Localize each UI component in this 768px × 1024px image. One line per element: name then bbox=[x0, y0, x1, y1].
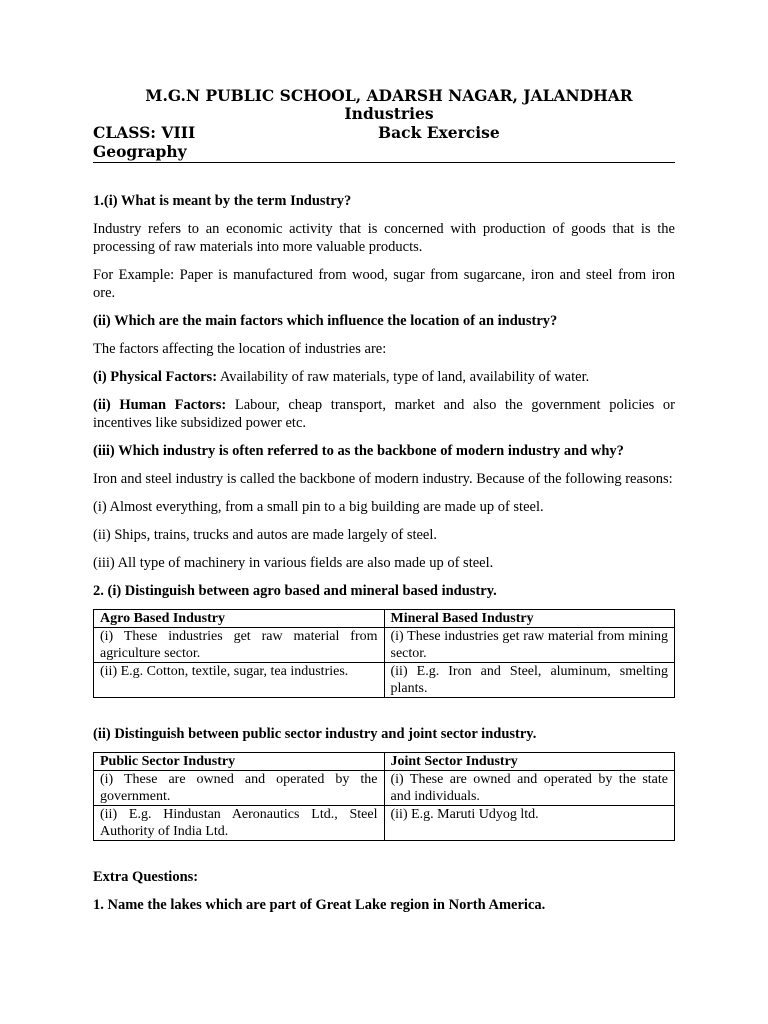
answer-1-i-example: For Example: Paper is manufactured from wood, sugar from sugarcane, iron and steel from iron ore. bbox=[93, 267, 675, 301]
table-header-row bbox=[94, 610, 675, 628]
question-1-ii: (ii) Which are the main factors which influence the location of an industry? bbox=[93, 313, 558, 329]
table-cell: (ii) E.g. Cotton, textile, sugar, tea industries. bbox=[94, 663, 385, 698]
table-row bbox=[94, 628, 675, 663]
table-cell: (i) These industries get raw material from agriculture sector. bbox=[94, 628, 385, 663]
human-factors bbox=[93, 396, 675, 432]
question-2-i: 2. (i) Distinguish between agro based and mineral based industry. bbox=[93, 583, 497, 599]
document-page bbox=[93, 86, 675, 914]
table-header-cell: Mineral Based Industry bbox=[384, 610, 675, 628]
human-factors-text: Labour, cheap transport, market and also the government policies or incentives like subsidized power etc. bbox=[93, 397, 675, 431]
extra-questions-title: Extra Questions: bbox=[93, 869, 199, 885]
answer-1-iii: Iron and steel industry is called the backbone of modern industry. Because of the following reasons: bbox=[93, 471, 673, 487]
answer-1-ii-intro: The factors affecting the location of industries are: bbox=[93, 341, 387, 357]
table-header-cell: Agro Based Industry bbox=[94, 610, 385, 628]
school-name: M.G.N PUBLIC SCHOOL, ADARSH NAGAR, JALANDHAR bbox=[145, 86, 633, 105]
agro-mineral-table bbox=[93, 609, 675, 698]
table-cell: (i) These are owned and operated by the government. bbox=[94, 771, 385, 806]
question-2-ii: (ii) Distinguish between public sector industry and joint sector industry. bbox=[93, 726, 537, 742]
table-header-cell: Public Sector Industry bbox=[94, 753, 385, 771]
physical-factors-text: Availability of raw materials, type of land, availability of water. bbox=[217, 369, 590, 385]
physical-factors-label: (i) Physical Factors: bbox=[93, 369, 218, 385]
chapter-title: Industries bbox=[344, 104, 434, 123]
table-cell: (ii) E.g. Maruti Udyog ltd. bbox=[384, 806, 675, 841]
reason-item: (iii) All type of machinery in various fields are also made up of steel. bbox=[93, 555, 494, 571]
extra-question-1: 1. Name the lakes which are part of Great Lake region in North America. bbox=[93, 897, 546, 913]
table-row bbox=[94, 771, 675, 806]
table-header-row bbox=[94, 753, 675, 771]
table-row bbox=[94, 663, 675, 698]
human-factors-label: (ii) Human Factors: bbox=[93, 397, 227, 413]
subject-label: Geography bbox=[93, 142, 675, 163]
table-row bbox=[94, 806, 675, 841]
table-cell: (ii) E.g. Hindustan Aeronautics Ltd., Steel Authority of India Ltd. bbox=[94, 806, 385, 841]
table-cell: (i) These industries get raw material from mining sector. bbox=[384, 628, 675, 663]
table-cell: (i) These are owned and operated by the state and individuals. bbox=[384, 771, 675, 806]
public-joint-table bbox=[93, 752, 675, 841]
table-cell: (ii) E.g. Iron and Steel, aluminum, smelting plants. bbox=[384, 663, 675, 698]
exercise-label: Back Exercise bbox=[378, 123, 500, 142]
table-header-cell: Joint Sector Industry bbox=[384, 753, 675, 771]
question-1-i: 1.(i) What is meant by the term Industry? bbox=[93, 193, 352, 209]
class-row bbox=[93, 123, 675, 142]
answer-1-i: Industry refers to an economic activity that is concerned with production of goods that is the processing of raw materials into more valuable products. bbox=[93, 221, 675, 255]
reason-item: (i) Almost everything, from a small pin to a big building are made up of steel. bbox=[93, 499, 544, 515]
class-label: CLASS: VIII bbox=[93, 123, 196, 142]
reason-item: (ii) Ships, trains, trucks and autos are made largely of steel. bbox=[93, 527, 438, 543]
question-1-iii: (iii) Which industry is often referred to as the backbone of modern industry and why? bbox=[93, 443, 624, 459]
physical-factors bbox=[93, 368, 675, 386]
